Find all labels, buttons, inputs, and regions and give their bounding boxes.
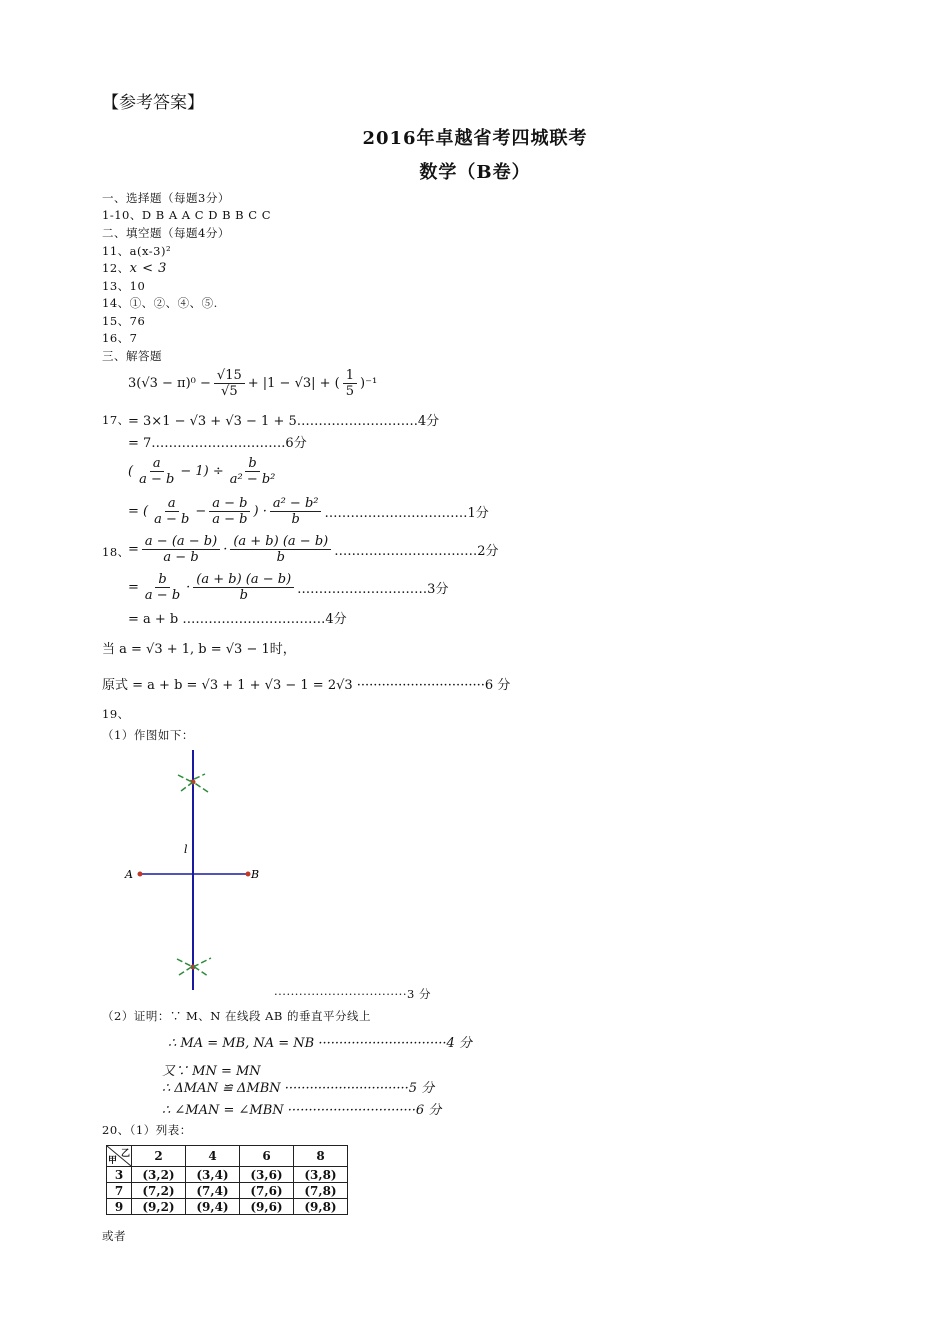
point-a-dot bbox=[138, 872, 143, 877]
table-header-cell: 6 bbox=[240, 1146, 294, 1167]
section-solve: 三、解答题 bbox=[102, 349, 162, 363]
q20-label: 20、（1）列表： bbox=[102, 1123, 192, 1137]
q17-expr-c: )⁻¹ bbox=[360, 376, 378, 391]
label-b: B bbox=[251, 868, 260, 881]
q18-l3-frac2-den: b bbox=[239, 588, 248, 603]
section-fill: 二、填空题（每题4分） bbox=[102, 226, 230, 240]
q18-l2-frac2-num: (a + b) (a − b) bbox=[230, 534, 331, 550]
table-cell: (9,8) bbox=[294, 1199, 348, 1215]
q18-l1-minus: − bbox=[195, 504, 207, 519]
q20-or: 或者 bbox=[102, 1229, 126, 1243]
q18-l3-frac2-num: (a + b) (a − b) bbox=[193, 572, 294, 588]
q18-l3-eq: = bbox=[128, 580, 139, 595]
q19-part1: （1）作图如下： bbox=[102, 728, 194, 742]
q18-l3-frac1 bbox=[142, 572, 183, 603]
table-cell: (3,8) bbox=[294, 1167, 348, 1183]
q18-l1-open: = ( bbox=[128, 504, 149, 519]
table-row-head: 3 bbox=[107, 1167, 132, 1183]
q18-step-2 bbox=[128, 534, 499, 565]
q18-p-frac1 bbox=[136, 456, 177, 487]
table-header-row bbox=[107, 1146, 348, 1167]
answer-12-prefix: 12、 bbox=[102, 261, 130, 275]
page-title: 2016年卓越省考四城联考 bbox=[362, 128, 588, 149]
table-row bbox=[107, 1199, 348, 1215]
point-b-dot bbox=[246, 872, 251, 877]
answer-14: 14、①、②、④、⑤. bbox=[102, 296, 218, 310]
q18-l2-dot: · bbox=[223, 542, 228, 557]
q18-open-paren: ( bbox=[128, 464, 134, 479]
table-cell: (9,2) bbox=[132, 1199, 186, 1215]
corner-label-yi: 乙 bbox=[120, 1149, 130, 1159]
q18-p-frac1-den: a − b bbox=[139, 472, 175, 487]
q17-frac2-num: 1 bbox=[343, 368, 357, 384]
q18-l1-frac1-num: a bbox=[165, 496, 179, 512]
q20-table bbox=[106, 1145, 348, 1215]
answer-11: 11、a(x-3)² bbox=[102, 244, 172, 258]
corner-label-jia: 甲 bbox=[108, 1156, 118, 1166]
table-row-head: 9 bbox=[107, 1199, 132, 1215]
q18-p-frac2-den: a² − b² bbox=[229, 472, 276, 487]
answer-12-value: x < 3 bbox=[129, 261, 167, 276]
q18-l1-frac1-den: a − b bbox=[154, 512, 190, 527]
q19-label: 19、 bbox=[102, 707, 130, 721]
q19-conclusion-2: 又∵ MN = MN bbox=[162, 1064, 261, 1079]
q18-l1-frac3 bbox=[270, 496, 322, 527]
q18-l2-frac1-den: a − b bbox=[163, 550, 199, 565]
q17-expression bbox=[128, 368, 377, 399]
table-cell: (7,4) bbox=[186, 1183, 240, 1199]
table-row bbox=[107, 1167, 348, 1183]
q18-l3-frac1-num: b bbox=[155, 572, 169, 588]
q18-problem bbox=[128, 456, 281, 487]
q17-frac-den: √5 bbox=[221, 384, 238, 399]
q19-score-3: ································3 分 bbox=[274, 987, 431, 1001]
table-cell: (9,4) bbox=[186, 1199, 240, 1215]
q18-l2-frac1-num: a − (a − b) bbox=[142, 534, 220, 550]
q17-frac2-den: 5 bbox=[345, 384, 355, 399]
q18-l2-frac2 bbox=[230, 534, 331, 565]
q17-fraction-sqrt bbox=[214, 368, 245, 399]
q17-step-1: = 3×1 − √3 + √3 − 1 + 5……………………….4分 bbox=[128, 414, 440, 429]
answer-13: 13、10 bbox=[102, 279, 146, 293]
q18-l1-frac3-den: b bbox=[291, 512, 300, 527]
table-cell: (3,4) bbox=[186, 1167, 240, 1183]
q18-l1-frac2 bbox=[209, 496, 250, 527]
q18-l3-frac2 bbox=[193, 572, 294, 603]
table-cell: (3,6) bbox=[240, 1167, 294, 1183]
q18-step-3 bbox=[128, 572, 448, 603]
answer-1-10: 1-10、D B A A C D B B C C bbox=[102, 208, 272, 222]
q18-p-mid: − 1) ÷ bbox=[180, 464, 224, 479]
q18-l2-frac2-den: b bbox=[276, 550, 285, 565]
q17-expr-a: 3(√3 − π)⁰ − bbox=[128, 376, 211, 391]
q18-l1-frac2-den: a − b bbox=[212, 512, 248, 527]
q18-l1-score: ……………………………1分 bbox=[324, 506, 489, 521]
label-a: A bbox=[125, 868, 133, 881]
perpendicular-bisector-figure bbox=[120, 745, 280, 995]
q18-step-1 bbox=[128, 496, 489, 527]
q18-l1-frac1 bbox=[151, 496, 192, 527]
q19-conclusion-3: ∴ ΔMAN ≌ ΔMBN ······························5 分 bbox=[162, 1081, 435, 1096]
page-subtitle: 数学（B卷） bbox=[419, 162, 531, 183]
answer-16: 16、7 bbox=[102, 331, 138, 345]
answer-12 bbox=[102, 260, 167, 276]
q18-p-frac2-num: b bbox=[245, 456, 259, 472]
label-l: l bbox=[184, 843, 188, 856]
q18-l1-dot: ) · bbox=[253, 504, 267, 519]
q18-l2-score: ……………………………2分 bbox=[334, 544, 499, 559]
q17-fraction-fifth bbox=[343, 368, 357, 399]
table-cell: (3,2) bbox=[132, 1167, 186, 1183]
q18-condition: 当 a = √3 + 1, b = √3 − 1时， bbox=[102, 642, 296, 657]
q19-part2: （2）证明：∵ M、N 在线段 AB 的垂直平分线上 bbox=[102, 1009, 372, 1023]
q17-expr-b: + |1 − √3| + ( bbox=[247, 376, 340, 391]
answer-15: 15、76 bbox=[102, 314, 146, 328]
q18-p-frac2 bbox=[227, 456, 279, 487]
q18-l3-score: …………………………3分 bbox=[297, 582, 449, 597]
q18-label: 18、 bbox=[102, 545, 130, 559]
table-header-cell: 8 bbox=[294, 1146, 348, 1167]
q18-p-frac1-num: a bbox=[150, 456, 164, 472]
q18-step-4: = a + b ……………………………4分 bbox=[128, 612, 347, 627]
table-row-head: 7 bbox=[107, 1183, 132, 1199]
q18-l2-eq: = bbox=[128, 542, 139, 557]
section-choice: 一、选择题（每题3分） bbox=[102, 191, 230, 205]
table-cell: (7,8) bbox=[294, 1183, 348, 1199]
q18-l3-dot: · bbox=[186, 580, 191, 595]
q17-step-2: = 7………………………….6分 bbox=[128, 436, 307, 451]
q18-l3-frac1-den: a − b bbox=[144, 588, 181, 603]
q18-l1-frac2-num: a − b bbox=[209, 496, 250, 512]
q18-l2-frac1 bbox=[142, 534, 220, 565]
table-header-cell: 4 bbox=[186, 1146, 240, 1167]
q17-label: 17、 bbox=[102, 413, 130, 427]
table-cell: (7,6) bbox=[240, 1183, 294, 1199]
q18-l1-frac3-num: a² − b² bbox=[270, 496, 322, 512]
q19-conclusion-1: ∴ MA = MB, NA = NB ·······························4 分 bbox=[168, 1036, 472, 1051]
table-corner-cell bbox=[107, 1146, 132, 1167]
table-cell: (7,2) bbox=[132, 1183, 186, 1199]
q17-frac-num: √15 bbox=[214, 368, 245, 384]
q19-conclusion-4: ∴ ∠MAN = ∠MBN ·······························6 分 bbox=[162, 1103, 442, 1118]
table-header-cell: 2 bbox=[132, 1146, 186, 1167]
q18-result: 原式 = a + b = √3 + 1 + √3 − 1 = 2√3 ·······························6 分 bbox=[102, 678, 511, 693]
reference-answer-label: 【参考答案】 bbox=[102, 93, 204, 113]
table-cell: (9,6) bbox=[240, 1199, 294, 1215]
table-row bbox=[107, 1183, 348, 1199]
